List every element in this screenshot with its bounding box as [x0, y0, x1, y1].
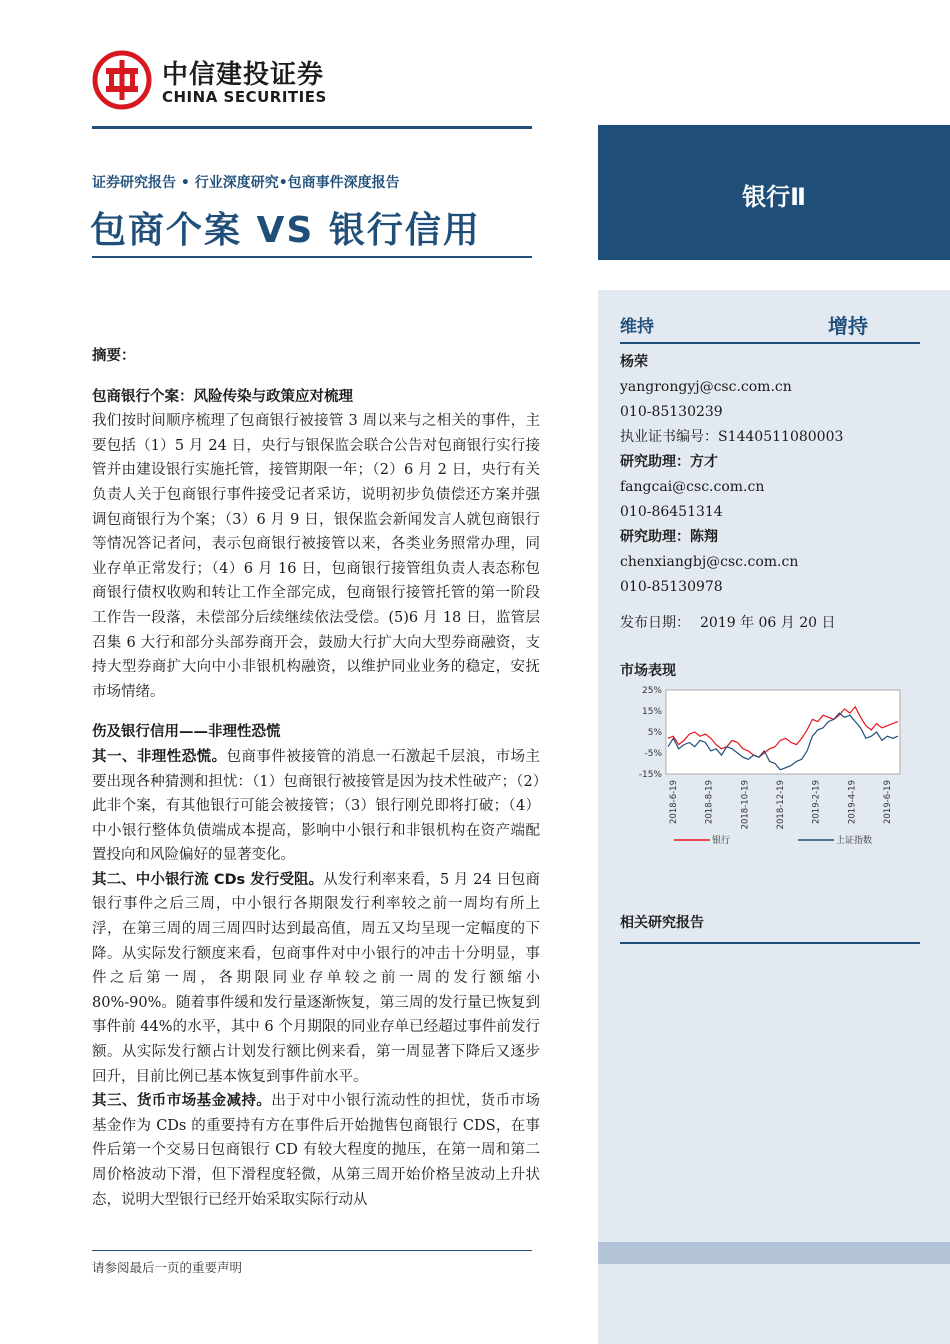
section-2-title: 伤及银行信用——非理性恐慌	[92, 724, 281, 741]
analyst-line: chenxiangbj@csc.com.cn	[620, 554, 799, 570]
market-chart	[620, 684, 920, 854]
title-rule	[92, 256, 532, 258]
plot-area	[666, 690, 900, 774]
x-tick-label: 2019-4-19	[847, 780, 858, 824]
sector-box	[598, 125, 950, 260]
rating-label: 维持	[620, 317, 654, 337]
paragraph-3-lead: 其三、货币市场基金减持。	[92, 1093, 272, 1110]
analyst-line: 研究助理：陈翔	[620, 529, 718, 545]
section-1-text: 我们按时间顺序梳理了包商银行被接管 3 周以来与之相关的事件，主要包括（1）5 月 24 日，央行与银保监会联合公告对包商银行实行接管并由建设银行实施托管，接管期限一年；（2）6 月 2 日，央行有关负责人关于包商银行事件接受记者采访，说明初步负债偿还方案并强调包商银行为个案；（3）6 月 9 日，银保监会新闻发言人就包商银行等情况答记者问，表示包商银行被接管以来，各类业务照常办理，同业存单正常发行；（4）6 月 16 日，包商银行接管组负责人表态称包商银行债权收购和转让工作全部完成，包商银行接管托管的第一阶段工作告一段落，未偿部分后续继续依法受偿。(5)6 月 18 日，监管层召集 6 大行和部分头部券商开会，鼓励大行扩大向大型券商融资，支持大型券商扩大向中小非银机构融资，以维护同业业务的稳定，安抚市场情绪。	[92, 413, 540, 700]
analyst-line: 杨荣	[620, 354, 648, 370]
analyst-list	[620, 350, 930, 600]
y-tick-label: 5%	[647, 728, 662, 738]
paragraph-2-text: 从发行利率来看，5 月 24 日包商银行事件之后三周，中小银行各期限发行利率较之前一周均有所上浮，在第三周的周三周四时达到最高值，周五又均呈现一定幅度的下降。从实际发行额度来看，包商事件对中小银行的冲击十分明显，事件之后第一周，各期限同业存单较之前一周的发行额缩小 80%-90%。随着事件缓和发行量逐渐恢复，第三周的发行量已恢复到事件前 44%的水平，其中 6 个月期限的同业存单已经超过事件前发行额。从实际发行额占计划发行额比例来看，第一周显著下降后又逐步回升，目前比例已基本恢复到事件前水平。	[92, 871, 540, 1085]
brand-name-cn: 中信建投证券	[162, 60, 325, 90]
analyst-line: 执业证书编号：S1440511080003	[620, 429, 844, 445]
analyst-line: yangrongyj@csc.com.cn	[620, 379, 792, 395]
rating-row	[620, 310, 920, 336]
market-chart-svg	[620, 684, 920, 854]
related-reports-rule	[620, 942, 920, 944]
x-tick-label: 2018-12-19	[776, 780, 786, 830]
abstract-label: 摘要：	[92, 348, 136, 364]
x-tick-label: 2018-8-19	[704, 780, 715, 824]
footer-rule	[92, 1250, 532, 1251]
publish-date-value: 2019 年 06 月 20 日	[700, 615, 836, 631]
y-tick-label: -5%	[644, 749, 662, 759]
analyst-line: fangcai@csc.com.cn	[620, 479, 765, 495]
csc-logo-icon	[92, 50, 152, 110]
publish-date	[620, 612, 836, 632]
market-chart-title: 市场表现	[620, 663, 676, 679]
sector-label: 银行Ⅱ	[742, 183, 806, 211]
analyst-line: 010-85130239	[620, 404, 723, 420]
analyst-line: 010-85130978	[620, 579, 723, 595]
x-tick-label: 2019-6-19	[883, 780, 893, 824]
x-tick-label: 2018-6-19	[669, 780, 679, 824]
y-tick-label: 15%	[641, 707, 662, 717]
legend-label: 上证指数	[836, 836, 873, 846]
y-tick-label: 25%	[641, 686, 662, 696]
x-tick-label: 2019-2-19	[811, 780, 822, 824]
paragraph-1-lead: 其一、非理性恐慌。	[92, 748, 227, 765]
publish-date-label: 发布日期：	[620, 615, 690, 631]
brand-logo	[92, 50, 342, 120]
y-tick-label: -15%	[638, 770, 662, 780]
analyst-line: 010-86451314	[620, 504, 723, 520]
side-panel-strip	[598, 1242, 950, 1264]
paragraph-2-lead: 其二、中小银行流 CDs 发行受阻。	[92, 871, 324, 888]
related-reports-title: 相关研究报告	[620, 915, 704, 931]
paragraph-1-text: 包商事件被接管的消息一石激起千层浪，市场主要出现各种猜测和担忧：（1）包商银行被接管是因为技术性破产；（2）此非个案，有其他银行可能会被接管；（3）银行刚兑即将打破；（4）中小银行整体负债端成本提高，影响中小银行和非银机构在资产端配置投向和风险偏好的显著变化。	[92, 748, 541, 864]
report-body	[92, 344, 540, 1212]
report-subtitle: 证券研究报告 • 行业深度研究•包商事件深度报告	[92, 175, 400, 191]
brand-name-en: CHINA SECURITIES	[162, 88, 327, 106]
paragraph-3	[92, 1089, 540, 1212]
report-title: 包商个案 VS 银行信用	[90, 210, 481, 251]
paragraph-2	[92, 868, 540, 1089]
footer-note: 请参阅最后一页的重要声明	[92, 1260, 243, 1275]
x-tick-label: 2018-10-19	[740, 780, 751, 830]
analyst-line: 研究助理：方才	[620, 454, 718, 470]
paragraph-1	[92, 745, 540, 868]
rating-rule	[620, 342, 920, 344]
legend-label: 银行	[712, 836, 731, 846]
rating-value: 增持	[828, 314, 868, 338]
header-rule	[92, 126, 532, 129]
section-1-title: 包商银行个案：风险传染与政策应对梳理	[92, 388, 353, 405]
paragraph-3-text: 出于对中小银行流动性的担忧，货币市场基金作为 CDs 的重要持有方在事件后开始抛售包商银行 CDS，在事件后第一个交易日包商银行 CD 有较大程度的抛压，在第一周和第二周价格波动下滑，但下滑程度轻微，从第三周开始价格呈波动上升状态，说明大型银行已经开始采取实际行动从	[92, 1093, 541, 1208]
